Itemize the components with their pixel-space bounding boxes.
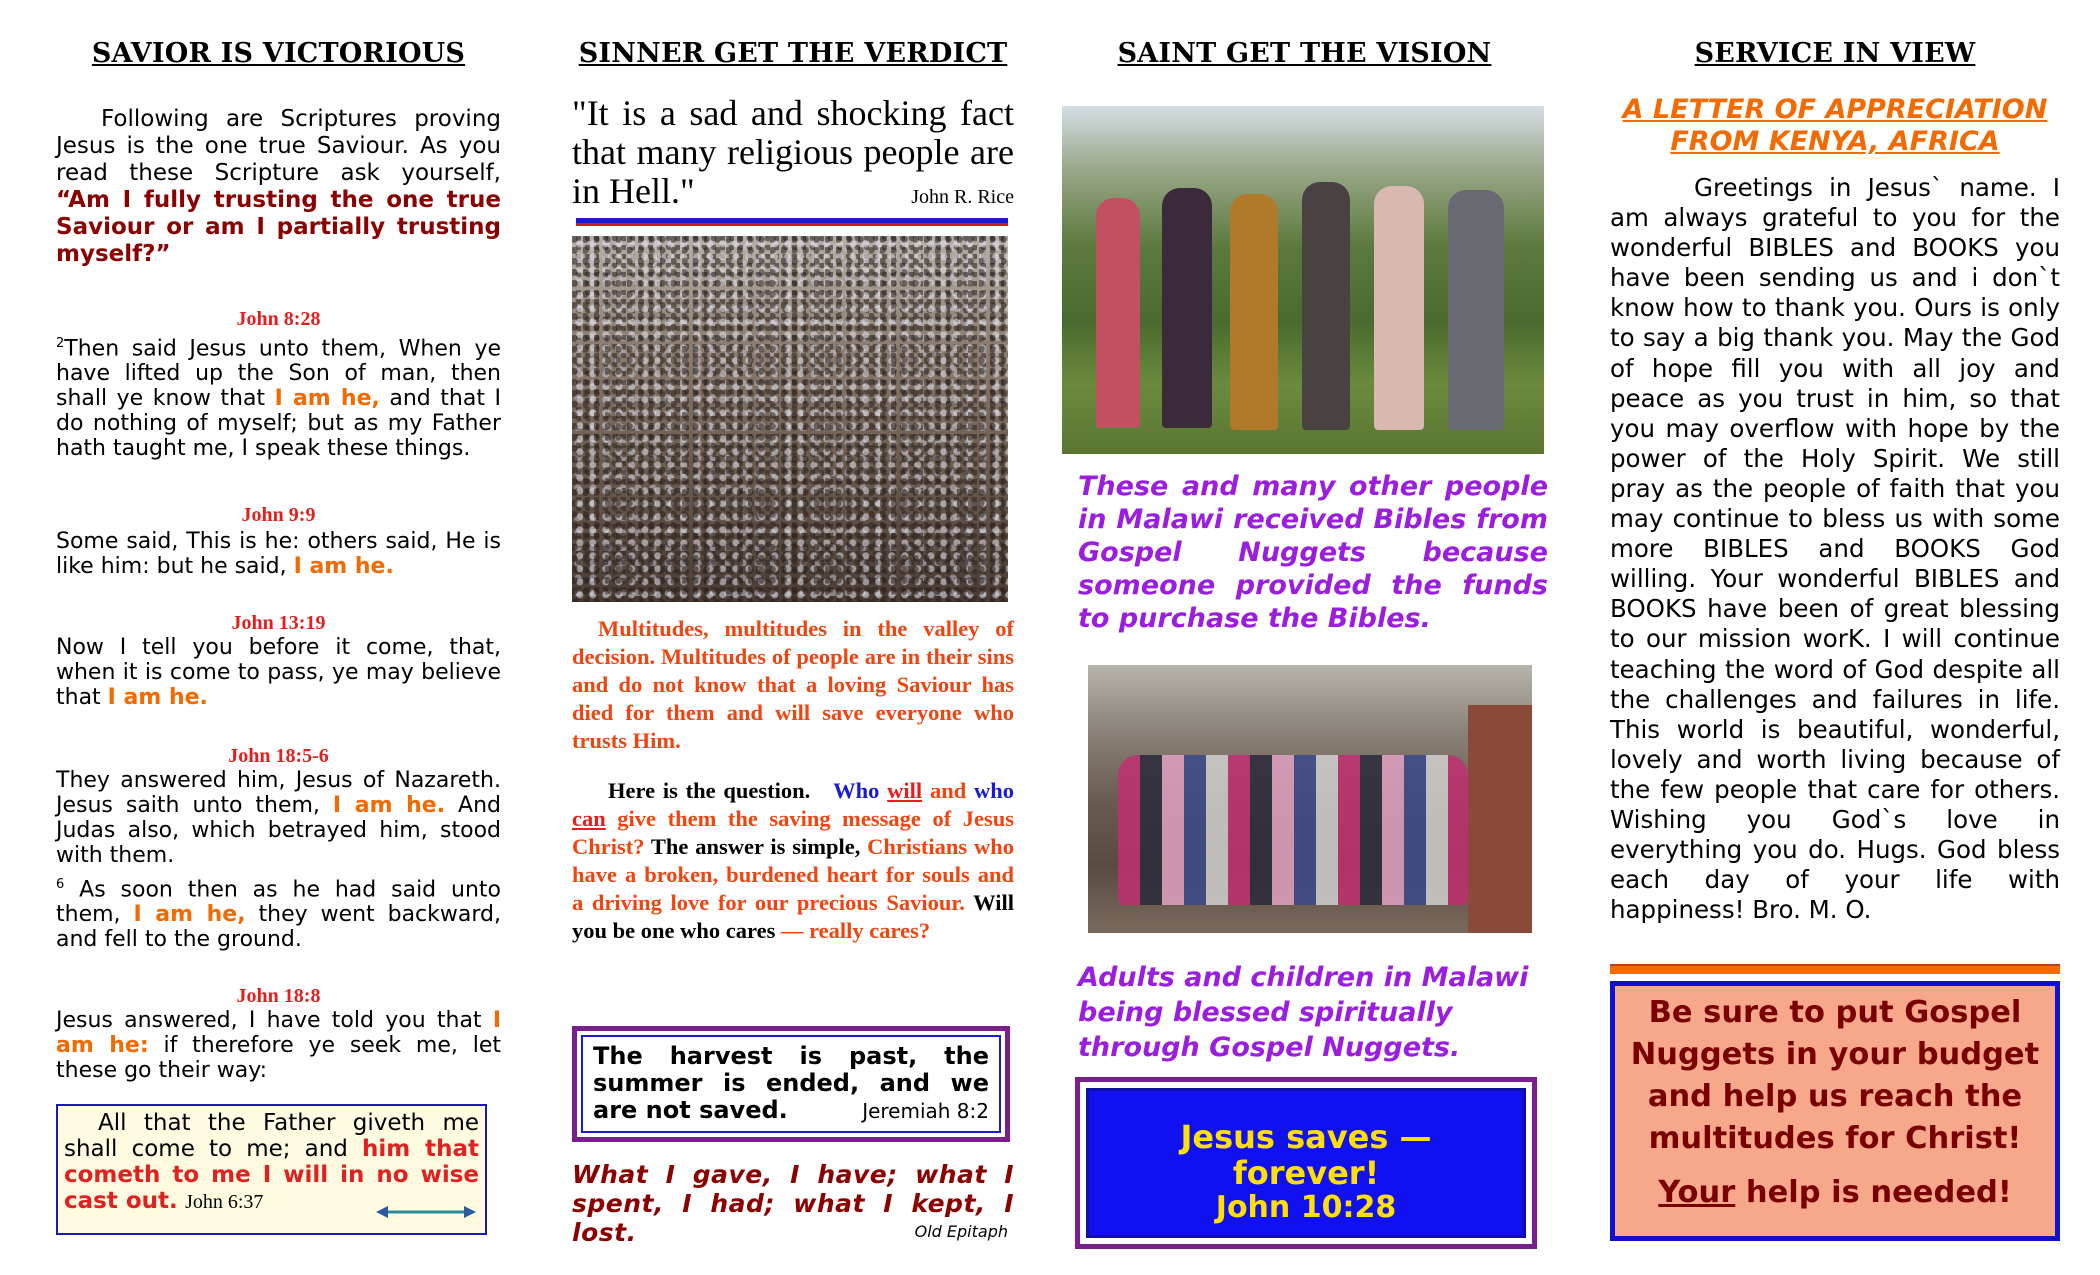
- verse-john-13-19: Now I tell you before it come, that, when it is come to pass, ye may believe that I am he.: [56, 635, 501, 710]
- jesus-saves-line1: Jesus saves —: [1180, 1118, 1432, 1156]
- caption-adults-children: Adults and children in Malawi being blessed spiritually through Gospel Nuggets.: [1078, 962, 1529, 1063]
- crowd-photo: [572, 236, 1008, 602]
- john-6-37-box: All that the Father giveth me shall come to me; and him that cometh to me I will in no wise cast out. John 6:37: [56, 1104, 487, 1235]
- column-savior: [56, 0, 501, 1275]
- rice-quote: "It is a sad and shocking fact that many religious people are in Hell.": [572, 93, 1014, 211]
- budget-appeal-box: [1610, 981, 2060, 1241]
- verse-john-18-5-6: They answered him, Jesus of Nazareth. Jesus saith unto them, I am he. And Judas also, which betrayed him, stood with them. $^6$ As soon then as he had said unto them, I am he, they went backward, and fell to the ground.: [56, 768, 502, 953]
- letter-divider: [1610, 964, 2060, 974]
- intro-question: “Am I fully trusting the one true Saviour or am I partially trusting myself?”: [56, 187, 501, 267]
- question-paragraph: Here is the question. Who will and who can give them the saving message of Jesus Christ? The answer is simple, Christians who have a broken, burdened heart for souls and a driving love for our precious Saviour. Will you be one who cares — really cares?: [572, 778, 1015, 943]
- multitudes-paragraph: Multitudes, multitudes in the valley of decision. Multitudes of people are in their sins and do not know that a loving Saviour has died for them and will save everyone who trusts Him.: [572, 616, 1014, 753]
- budget-appeal-text: Be sure to put Gospel Nuggets in your budget and help us reach the multitudes for Christ!: [1630, 995, 2040, 1156]
- heading-service: SERVICE IN VIEW: [1694, 38, 1976, 69]
- verse-john-18-8: Jesus answered, I have told you that I am he: if therefore ye seek me, let these go their way:: [56, 1008, 501, 1083]
- caption-bibles-received: These and many other people in Malawi received Bibles from Gospel Nuggets because someone provided the funds to purchase the Bibles.: [1078, 471, 1548, 634]
- malawi-group-photo: [1088, 665, 1532, 933]
- heading-savior: SAVIOR IS VICTORIOUS: [91, 38, 466, 69]
- jesus-saves-line2: forever!: [1232, 1154, 1380, 1192]
- harvest-text: The harvest is past, the summer is ended, and we are not saved.: [593, 1042, 989, 1124]
- column-service: [1610, 0, 2060, 1275]
- help-needed-text: Your help is needed!: [1658, 1175, 2012, 1210]
- jesus-saves-box: [1075, 1077, 1537, 1249]
- quote-divider-red: [576, 223, 1008, 226]
- jesus-saves-ref: John 10:28: [1215, 1190, 1397, 1225]
- verse-ref-john-13-19: John 13:19: [231, 612, 326, 634]
- heading-saint: SAINT GET THE VISION: [1117, 38, 1492, 69]
- column-saint: [1062, 0, 1547, 1275]
- kenya-letter: Greetings in Jesus` name. I am always grateful to you for the wonderful BIBLES and BOOKS you have been sending us and i don`t know how to thank you. Ours is only to say a big thank you. May the God of hope fill you with all joy and peace as you trust in him, so that you may overflow with hope by the power of the Holy Spirit. We still pray as the people of faith that you may continue to bless us with some more BIBLES and BOOKS God willing. Your wonderful BIBLES and BOOKS have been of great blessing to our mission worK. I will continue teaching the word of God despite all the challenges and failures in life. This world is beautiful, wonderful, lovely and worth living because of the few people that care for others. Wishing you God`s love in everything you do. Hugs. God bless each day of your life with happiness! Bro. M. O.: [1610, 173, 2060, 925]
- bible-recipients-photo: [1062, 106, 1544, 454]
- verse-ref-john-18-5-6: John 18:5-6: [228, 745, 329, 767]
- harvest-box: [572, 1026, 1010, 1142]
- column-sinner: [572, 0, 1014, 1275]
- verse-john-8-28: $^2$Then said Jesus unto them, When ye have lifted up the Son of man, then shall ye know that I am he, and that I do nothing of myself; but as my Father hath taught me, I speak these things.: [56, 336, 501, 462]
- verse-ref-john-9-9: John 9:9: [241, 504, 316, 526]
- epitaph: What I gave, I have; what I spent, I had; what I kept, I lost.: [572, 1160, 1014, 1247]
- verse-john-9-9: Some said, This is he: others said, He is like him: but he said, I am he.: [56, 529, 501, 579]
- harvest-ref: Jeremiah 8:2: [862, 1099, 989, 1123]
- verse-ref-john-18-8: John 18:8: [236, 985, 321, 1007]
- intro-paragraph: Following are Scriptures proving Jesus is the one true Saviour. As you read these Scripture ask yourself, “Am I fully trusting the one true Saviour or am I partially trusting myself?”: [56, 106, 501, 267]
- rice-quote-author: John R. Rice: [911, 186, 1014, 208]
- letter-title: A LETTER OF APPRECIATION FROM KENYA, AFRICA: [1622, 94, 2048, 157]
- epitaph-ref: Old Epitaph: [914, 1222, 1008, 1241]
- heading-sinner: SINNER GET THE VERDICT: [578, 38, 1008, 69]
- verse-ref-john-8-28: John 8:28: [236, 308, 321, 330]
- double-arrow-icon: [376, 1204, 476, 1220]
